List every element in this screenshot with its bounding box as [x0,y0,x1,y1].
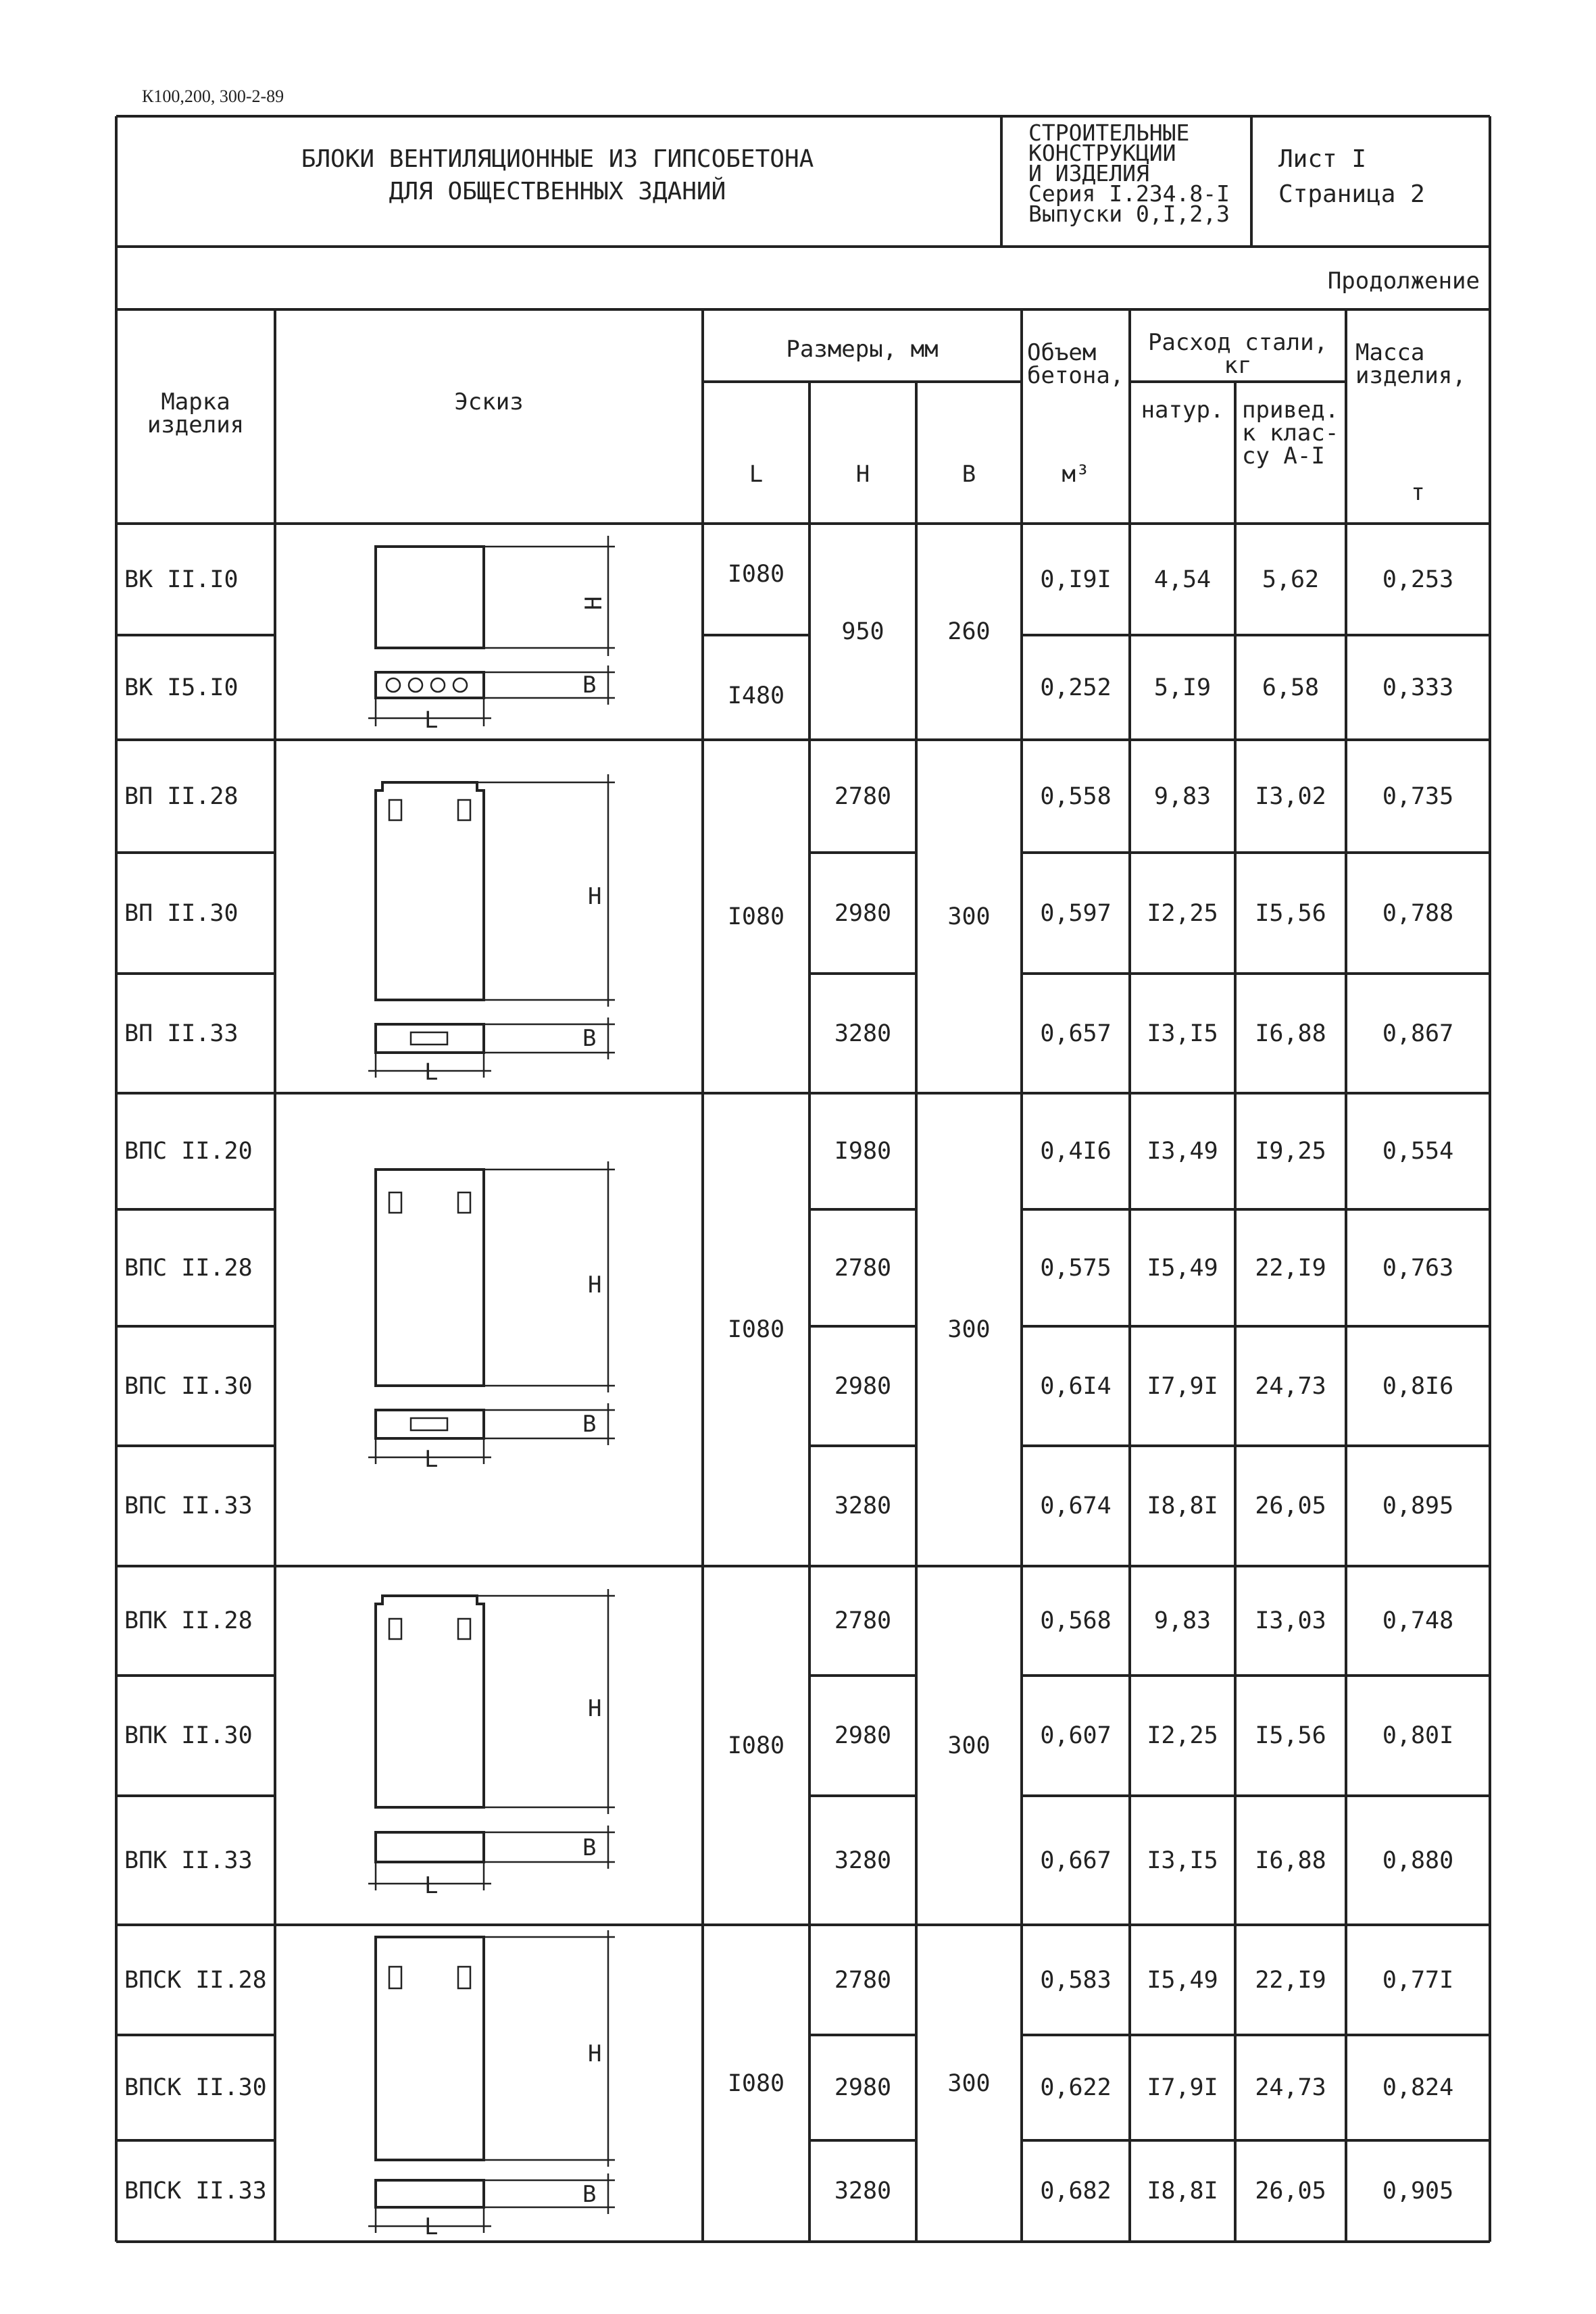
cell-mass: 0,895 [1382,1492,1454,1519]
cell-natural: 9,83 [1153,1607,1212,1634]
cell-reduced: 5,62 [1262,565,1320,593]
cell-H: 3280 [834,1020,892,1047]
sketch-vps-B: B [582,1411,597,1438]
col-header-B: B [962,461,976,488]
cell-mass: 0,748 [1382,1607,1454,1634]
cell-volume: 0,583 [1040,1966,1112,1994]
cell-natural: 5,I9 [1153,674,1212,701]
cell-reduced: 26,05 [1255,2178,1326,2205]
document-code: К100,200, 300-2-89 [142,86,284,106]
cell-mass: 0,253 [1382,565,1454,593]
sketch-vp-B: B [582,1025,597,1052]
cell-natural: I2,25 [1147,1722,1218,1749]
cell-H: 2780 [834,1254,892,1282]
cell-reduced: I5,56 [1255,899,1326,927]
group-5-B: 300 [947,2069,991,2097]
cell-volume: 0,575 [1040,1254,1112,1282]
group-5-L: I080 [727,2069,785,2097]
cell-mark: ВПСК II.30 [124,2074,267,2101]
cell-mass: 0,763 [1382,1254,1454,1282]
cell-natural: I7,9I [1147,1372,1218,1400]
cell-volume: 0,597 [1040,899,1112,927]
cell-mark: ВП II.33 [124,1020,239,1047]
cell-mass: 0,867 [1382,1020,1454,1047]
cell-natural: I5,49 [1147,1966,1218,1994]
cell-H: 3280 [834,1846,892,1874]
sketch-vpk-H: H [588,1695,602,1722]
cell-mark: ВП II.28 [124,782,239,810]
cell-mass: 0,905 [1382,2178,1454,2205]
sketch-vps-H: H [588,1272,602,1299]
cell-volume: 0,607 [1040,1722,1112,1749]
cell-mass: 0,788 [1382,899,1454,927]
cell-mass: 0,880 [1382,1846,1454,1874]
cell-reduced: I9,25 [1255,1138,1326,1165]
cell-volume: 0,4I6 [1040,1138,1112,1165]
cell-volume: 0,558 [1040,782,1112,810]
series: Серия I.234.8-I [1028,180,1230,207]
col-header-sketch: Эскиз [454,388,524,416]
cell-reduced: 24,73 [1255,1372,1326,1400]
cell-H: 2780 [834,1607,892,1634]
cell-H: 2980 [834,1372,892,1400]
cell-mark: ВПК II.28 [124,1607,253,1634]
cell-volume: 0,I9I [1040,565,1112,593]
cell-mark: ВП II.30 [124,899,239,927]
col-header-mass-unit: т [1411,479,1425,506]
sketch-vpsk-B: B [582,2181,597,2208]
cell-mass: 0,554 [1382,1138,1454,1165]
cell-reduced: I6,88 [1255,1846,1326,1874]
page-number: Страница 2 [1278,180,1425,208]
cell-reduced: I3,03 [1255,1607,1326,1634]
col-header-reduced: привед. к клас- су А-I [1242,397,1339,470]
cell-natural: 4,54 [1153,565,1212,593]
cell-volume: 0,252 [1040,674,1112,701]
cell-mark: ВПСК II.33 [124,2178,267,2205]
col-header-natural: натур. [1141,397,1224,424]
sketch-vps-L: L [424,1446,439,1473]
cell-volume: 0,622 [1040,2074,1112,2101]
cell-mark: ВПС II.28 [124,1254,253,1282]
sketch-vk-H: H [580,596,607,610]
cell-reduced: 24,73 [1255,2074,1326,2101]
sheet-number: Лист I [1278,145,1367,173]
sketch-vp [365,770,628,1088]
col-header-volume: Объем бетона, [1027,339,1124,389]
sketch-vpsk [365,1929,628,2240]
sketch-vk [365,530,628,740]
col-header-steel: Расход стали, кг [1147,329,1328,379]
group-2-L: I080 [727,903,785,930]
col-header-mark: Марка изделия [147,388,245,438]
group-3-L: I080 [727,1316,785,1343]
sketch-vk-L: L [424,707,439,734]
cell-mark: ВПСК II.28 [124,1966,267,1994]
continuation-label: Продолжение [1327,268,1480,295]
cell-natural: I8,8I [1147,2178,1218,2205]
cell-reduced: I5,56 [1255,1722,1326,1749]
group-3-B: 300 [947,1316,991,1343]
cell-natural: I3,49 [1147,1138,1218,1165]
col-header-volume-unit: м³ [1062,461,1090,488]
cell-natural: I8,8I [1147,1492,1218,1519]
sketch-vp-L: L [424,1059,439,1086]
issues: Выпуски 0,I,2,3 [1028,201,1230,227]
sketch-vp-H: H [588,883,602,910]
cell-H: 2780 [834,782,892,810]
cell-reduced: I6,88 [1255,1020,1326,1047]
sheet-block [1278,142,1481,212]
cell-natural: I7,9I [1147,2074,1218,2101]
col-header-H: H [855,461,870,488]
sketch-vpsk-H: H [588,2040,602,2067]
cell-mass: 0,735 [1382,782,1454,810]
sketch-vk-B: B [582,672,597,699]
group-1-L: I080 [727,561,785,588]
cell-reduced: 26,05 [1255,1492,1326,1519]
cell-mark: ВПС II.20 [124,1138,253,1165]
cell-reduced: 6,58 [1262,674,1320,701]
cell-natural: I2,25 [1147,899,1218,927]
cell-H: 3280 [834,1492,892,1519]
cell-natural: 9,83 [1153,782,1212,810]
document-title: БЛОКИ ВЕНТИЛЯЦИОННЫЕ ИЗ ГИПСОБЕТОНА ДЛЯ ОБЩЕСТВЕННЫХ ЗДАНИЙ [301,145,814,205]
cell-mass: 0,333 [1382,674,1454,701]
group-2-B: 300 [947,903,991,930]
group-1-L2: I480 [727,682,785,709]
cell-mark: ВК II.I0 [124,565,239,593]
cell-mass: 0,824 [1382,2074,1454,2101]
col-header-L: L [749,461,764,488]
cell-mass: 0,8I6 [1382,1372,1454,1400]
group-4-B: 300 [947,1732,991,1759]
cell-reduced: 22,I9 [1255,1254,1326,1282]
cell-mark: ВПК II.30 [124,1722,253,1749]
cell-reduced: I3,02 [1255,782,1326,810]
cell-H: 2780 [834,1966,892,1994]
cell-mass: 0,77I [1382,1966,1454,1994]
cell-volume: 0,667 [1040,1846,1112,1874]
sketch-vpk-L: L [424,1872,439,1899]
cell-mark: ВПК II.33 [124,1846,253,1874]
cell-volume: 0,674 [1040,1492,1112,1519]
cell-natural: I3,I5 [1147,1846,1218,1874]
organization-block: СТРОИТЕЛЬНЫЕ КОНСТРУКЦИИ И ИЗДЕЛИЯ Серия I.234.8-I Выпуски 0,I,2,3 [1028,123,1248,224]
cell-volume: 0,657 [1040,1020,1112,1047]
cell-mark: ВК I5.I0 [124,674,239,701]
cell-mark: ВПС II.33 [124,1492,253,1519]
cell-H: 2980 [834,899,892,927]
sketch-vpsk-L: L [424,2213,439,2240]
group-1-H: 950 [841,618,884,645]
sketch-vps [365,1159,628,1476]
cell-mass: 0,80I [1382,1722,1454,1749]
cell-volume: 0,6I4 [1040,1372,1112,1400]
cell-volume: 0,568 [1040,1607,1112,1634]
group-1-B: 260 [947,618,991,645]
cell-mark: ВПС II.30 [124,1372,253,1400]
col-header-mass: Масса изделия, [1355,339,1466,389]
cell-natural: I5,49 [1147,1254,1218,1282]
cell-H: 3280 [834,2178,892,2205]
cell-volume: 0,682 [1040,2178,1112,2205]
sketch-vpk [365,1588,628,1912]
cell-H: 2980 [834,1722,892,1749]
cell-H: I980 [834,1138,892,1165]
group-4-L: I080 [727,1732,785,1759]
col-header-sizes: Размеры, мм [786,336,939,363]
cell-reduced: 22,I9 [1255,1966,1326,1994]
cell-H: 2980 [834,2074,892,2101]
cell-natural: I3,I5 [1147,1020,1218,1047]
sketch-vpk-B: B [582,1834,597,1861]
